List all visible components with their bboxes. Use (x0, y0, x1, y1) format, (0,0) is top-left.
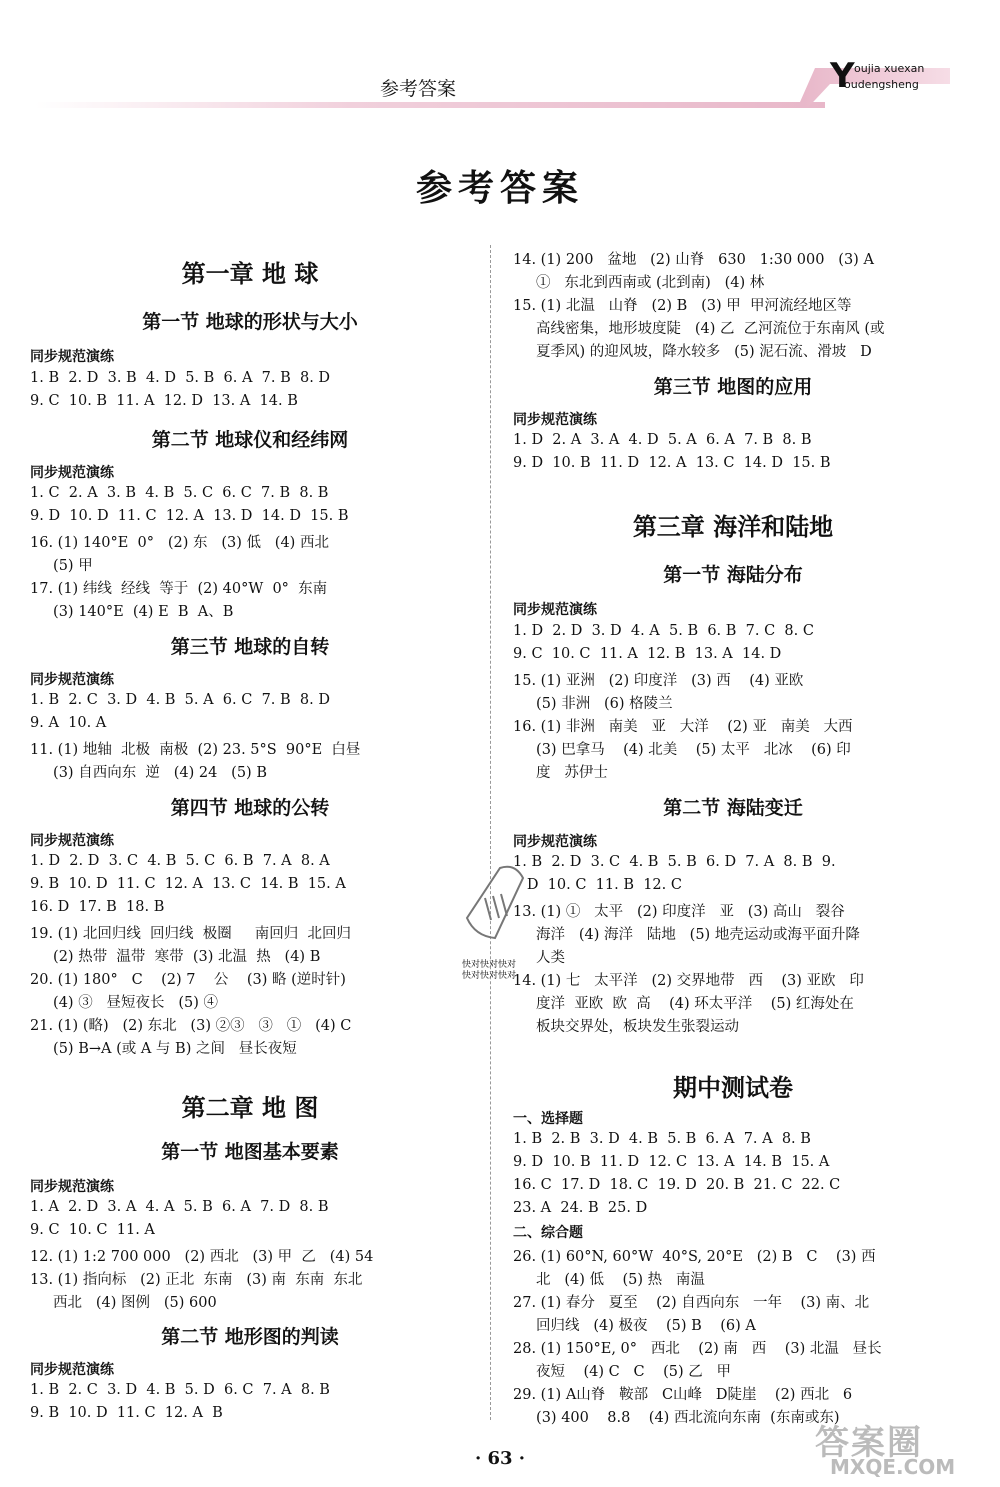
answer-line: 夏季风) 的迎风坡，降水较多 (5) 泥石流、滑坡 D (513, 344, 872, 360)
answer-line: 1. B 2. B 3. D 4. B 5. B 6. A 7. A 8. B (513, 1131, 811, 1147)
answer-line: 21. (1) (略) (2) 东北 (3) ②③ ③ ① (4) C (30, 1018, 352, 1034)
stamp-line-2: 快对快对快对 (462, 971, 517, 981)
answer-line: (3) 自西向东 逆 (4) 24 (5) B (30, 765, 267, 781)
answer-line: 27. (1) 春分 夏至 (2) 自西向东 一年 (3) 南、北 (513, 1295, 870, 1311)
answer-line: 9. C 10. C 11. A 12. B 13. A 14. D (513, 646, 782, 662)
section-heading: 第三节 地图的应用 (653, 376, 813, 398)
answer-line: 9. D 10. B 11. D 12. C 13. A 14. B 15. A (513, 1154, 830, 1170)
answer-line: (5) 非洲 (6) 格陵兰 (513, 696, 673, 712)
watermark-url: MXQE.COM (830, 1455, 956, 1479)
answer-line: 9. A 10. A (30, 715, 107, 731)
answer-line: 16. D 17. B 18. B (30, 899, 165, 915)
section-heading: 第二节 地形图的判读 (161, 1326, 339, 1348)
answer-line: 1. A 2. D 3. A 4. A 5. B 6. A 7. D 8. B (30, 1199, 329, 1215)
answer-line: 1. D 2. D 3. C 4. B 5. C 6. B 7. A 8. A (30, 853, 330, 869)
exercise-label: 一、选择题 (513, 1111, 583, 1127)
stamp-text (462, 960, 516, 982)
answer-line: 西北 (4) 图例 (5) 600 (30, 1295, 217, 1311)
section-heading: 第一节 地图基本要素 (161, 1141, 339, 1163)
answer-line: 高线密集，地形坡度陡 (4) 乙 乙河流位于东南风 (或 (513, 321, 885, 337)
section-heading: 第一节 海陆分布 (663, 564, 803, 586)
answer-line: (3) 140°E (4) E B A、B (30, 604, 234, 620)
answer-line: (3) 400 8.8 (4) 西北流向东南 (东南或东) (513, 1410, 840, 1426)
answer-line: 13. (1) ① 太平 (2) 印度洋 亚 (3) 高山 裂谷 (513, 904, 845, 920)
answer-line: 28. (1) 150°E, 0° 西北 (2) 南 西 (3) 北温 昼长 (513, 1341, 882, 1357)
exercise-label: 同步规范演练 (30, 1362, 114, 1378)
answer-line: 11. (1) 地轴 北极 南极 (2) 23. 5°S 90°E 白昼 (30, 742, 361, 758)
answer-line: 9. D 10. B 11. D 12. A 13. C 14. D 15. B (513, 455, 831, 471)
checkmark-stamp-icon (455, 858, 535, 948)
stamp-line-1: 快对快对快对 (462, 960, 517, 970)
answer-line: 20. (1) 180° C (2) 7 公 (3) 略 (逆时针) (30, 972, 346, 988)
answer-line: 回归线 (4) 极夜 (5) B (6) A (513, 1318, 756, 1334)
answer-line: 15. (1) 亚洲 (2) 印度洋 (3) 西 (4) 亚欧 (513, 673, 804, 689)
answer-line: (3) 巴拿马 (4) 北美 (5) 太平 北冰 (6) 印 (513, 742, 851, 758)
answer-line: D 10. C 11. B 12. C (513, 877, 682, 893)
answer-line: 23. A 24. B 25. D (513, 1200, 648, 1216)
answer-line: 人类 (513, 950, 566, 966)
answer-line: 1. D 2. D 3. D 4. A 5. B 6. B 7. C 8. C (513, 623, 814, 639)
page-title: 参考答案 (415, 167, 584, 209)
answer-line: ① 东北到西南或 (北到南) (4) 林 (513, 275, 765, 291)
answer-line: (5) 甲 (30, 558, 93, 574)
watermark-logo: 答案圈 (815, 1423, 923, 1463)
logo-line-1: oujia xuexan (854, 62, 925, 75)
answer-line: 9. B 10. D 11. C 12. A 13. C 14. B 15. A (30, 876, 346, 892)
chapter-heading: 第一章 地 球 (181, 259, 319, 288)
section-heading: 第二节 海陆变迁 (663, 797, 803, 819)
exercise-label: 同步规范演练 (513, 602, 597, 618)
answer-line: 14. (1) 200 盆地 (2) 山脊 630 1:30 000 (3) A (513, 252, 874, 268)
answer-line: 16. C 17. D 18. C 19. D 20. B 21. C 22. C (513, 1177, 841, 1193)
answer-line: 度洋 亚欧 欧 高 (4) 环太平洋 (5) 红海处在 (513, 996, 854, 1012)
section-heading: 第二节 地球仪和经纬网 (151, 429, 349, 451)
answer-line: 9. C 10. B 11. A 12. D 13. A 14. B (30, 393, 298, 409)
answer-line: 19. (1) 北回归线 回归线 极圈 南回归 北回归 (30, 926, 352, 942)
section-heading: 第四节 地球的公转 (170, 797, 330, 819)
answer-line: 9. C 10. C 11. A (30, 1222, 155, 1238)
chapter-heading: 第三章 海洋和陆地 (632, 512, 834, 541)
answer-line: (2) 热带 温带 寒带 (3) 北温 热 (4) B (30, 949, 321, 965)
header-decor-line (35, 102, 825, 108)
answer-line: 12. (1) 1:2 700 000 (2) 西北 (3) 甲 乙 (4) 54 (30, 1249, 374, 1265)
page-number: · 63 · (474, 1448, 526, 1469)
answer-line: 1. B 2. C 3. D 4. B 5. A 6. C 7. B 8. D (30, 692, 330, 708)
answer-line: 13. (1) 指向标 (2) 正北 东南 (3) 南 东南 东北 (30, 1272, 363, 1288)
answer-line: 1. C 2. A 3. B 4. B 5. C 6. C 7. B 8. B (30, 485, 329, 501)
answer-line: 16. (1) 非洲 南美 亚 大洋 (2) 亚 南美 大西 (513, 719, 853, 735)
answer-line: 16. (1) 140°E 0° (2) 东 (3) 低 (4) 西北 (30, 535, 329, 551)
answer-line: 1. B 2. D 3. B 4. D 5. B 6. A 7. B 8. D (30, 370, 331, 386)
exercise-label: 同步规范演练 (30, 349, 114, 365)
exercise-label: 同步规范演练 (513, 834, 597, 850)
chapter-heading: 期中测试卷 (673, 1073, 793, 1102)
logo-letter: Y (830, 56, 855, 96)
running-header: 参考答案 (380, 78, 457, 100)
answer-line: (5) B→A (或 A 与 B) 之间 昼长夜短 (30, 1041, 297, 1057)
answer-line: 1. D 2. A 3. A 4. D 5. A 6. A 7. B 8. B (513, 432, 812, 448)
answer-line: 1. B 2. D 3. C 4. B 5. B 6. D 7. A 8. B 9. (513, 854, 836, 870)
section-heading: 第三节 地球的自转 (170, 636, 330, 658)
answer-line: 17. (1) 纬线 经线 等于 (2) 40°W 0° 东南 (30, 581, 328, 597)
answer-line: 板块交界处，板块发生张裂运动 (513, 1019, 740, 1035)
answer-line: 15. (1) 北温 山脊 (2) B (3) 甲 甲河流经地区等 (513, 298, 852, 314)
chapter-heading: 第二章 地 图 (181, 1093, 319, 1122)
column-divider (490, 245, 491, 1420)
answer-line: 海洋 (4) 海洋 陆地 (5) 地壳运动或海平面升降 (513, 927, 860, 943)
answer-line: 夜短 (4) C C (5) 乙 甲 (513, 1364, 732, 1380)
answer-line: 度 苏伊士 (513, 765, 608, 781)
exercise-label: 同步规范演练 (30, 672, 114, 688)
exercise-label: 同步规范演练 (30, 1179, 114, 1195)
answer-line: 北 (4) 低 (5) 热 南温 (513, 1272, 705, 1288)
exercise-label: 同步规范演练 (30, 465, 114, 481)
logo-line-2: oudengsheng (844, 78, 919, 91)
exercise-label: 二、综合题 (513, 1225, 583, 1241)
answer-line: 9. B 10. D 11. C 12. A B (30, 1405, 223, 1421)
answer-line: (4) ③ 昼短夜长 (5) ④ (30, 995, 218, 1011)
section-heading: 第一节 地球的形状与大小 (142, 311, 358, 333)
answer-line: 14. (1) 七 太平洋 (2) 交界地带 西 (3) 亚欧 印 (513, 973, 864, 989)
answer-line: 29. (1) A山脊 鞍部 C山峰 D陡崖 (2) 西北 6 (513, 1387, 853, 1403)
answer-line: 9. D 10. D 11. C 12. A 13. D 14. D 15. B (30, 508, 349, 524)
answer-line: 1. B 2. C 3. D 4. B 5. D 6. C 7. A 8. B (30, 1382, 330, 1398)
exercise-label: 同步规范演练 (513, 412, 597, 428)
answer-line: 26. (1) 60°N, 60°W 40°S, 20°E (2) B C (3) 西 (513, 1249, 876, 1265)
exercise-label: 同步规范演练 (30, 833, 114, 849)
